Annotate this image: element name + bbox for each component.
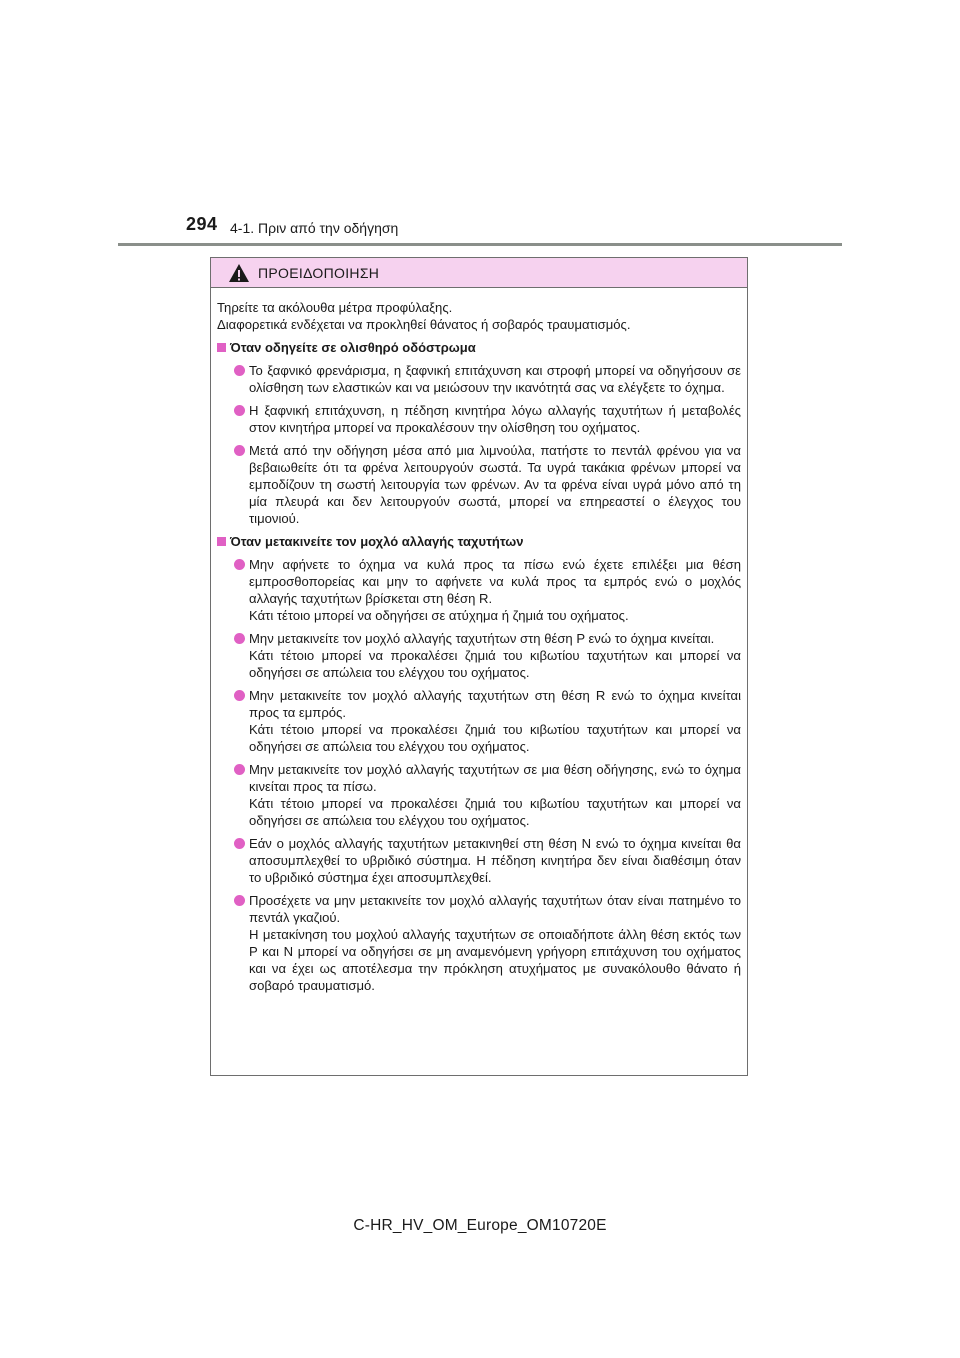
intro-line: Τηρείτε τα ακόλουθα μέτρα προφύλαξης. — [217, 300, 453, 315]
warning-bullet-item — [217, 892, 741, 994]
round-bullet-icon — [234, 838, 245, 849]
warning-bullet-item — [217, 761, 741, 829]
warning-paragraph: Μην μετακινείτε τον μοχλό αλλαγής ταχυτήτων στη θέση P ενώ το όχημα κινείται. — [249, 631, 715, 646]
warning-box — [210, 257, 748, 1076]
warning-bullet-item — [217, 835, 741, 886]
warning-bullet-item — [217, 630, 741, 681]
warning-subheading-text: Όταν οδηγείτε σε ολισθηρό οδόστρωμα — [230, 340, 476, 355]
warning-header — [211, 258, 747, 288]
round-bullet-icon — [234, 405, 245, 416]
round-bullet-icon — [234, 559, 245, 570]
header-rule — [118, 243, 842, 246]
round-bullet-icon — [234, 633, 245, 644]
square-bullet-icon — [217, 343, 226, 352]
page-number: 294 — [186, 214, 218, 234]
round-bullet-icon — [234, 895, 245, 906]
warning-bullet-item — [217, 442, 741, 527]
warning-paragraph: Η μετακίνηση του μοχλού αλλαγής ταχυτήτων σε οποιαδήποτε άλλη θέση εκτός των P και N μπορεί να οδηγήσει σε μη αναμενόμενη γρήγορη επιτάχυνση του οχήματος και να έχει ως αποτέλεσμα την πρόκληση ατυχήματος με συνακόλουθο θάνατο ή σοβαρό τραυματισμό. — [249, 927, 741, 993]
round-bullet-icon — [234, 445, 245, 456]
warning-paragraph: Κάτι τέτοιο μπορεί να προκαλέσει ζημιά του κιβωτίου ταχυτήτων και μπορεί να οδηγήσει σε απώλεια του ελέγχου του οχήματος. — [249, 796, 741, 828]
round-bullet-icon — [234, 690, 245, 701]
warning-paragraph: Το ξαφνικό φρενάρισμα, η ξαφνική επιτάχυνση και στροφή μπορεί να οδηγήσουν σε ολίσθηση των ελαστικών και να μειώσουν την ικανότητά σας να ελέγξετε το όχημα. — [249, 363, 741, 395]
warning-bullet-item — [217, 556, 741, 624]
warning-bullet-item — [217, 402, 741, 436]
round-bullet-icon — [234, 764, 245, 775]
warning-subheading-text: Όταν μετακινείτε τον μοχλό αλλαγής ταχυτήτων — [230, 534, 524, 549]
document-code: C-HR_HV_OM_Europe_OM10720E — [353, 1217, 607, 1234]
intro-line: Διαφορετικά ενδέχεται να προκληθεί θάνατος ή σοβαρός τραυματισμός. — [217, 317, 631, 332]
warning-paragraph: Εάν ο μοχλός αλλαγής ταχυτήτων μετακινηθεί στη θέση N ενώ το όχημα κινείται θα αποσυμπλεχθεί το υβριδικό σύστημα. Η πέδηση κινητήρα δεν είναι διαθέσιμη όταν το υβριδικό σύστημα έχει αποσυμπλεχθεί. — [249, 836, 741, 885]
section-title: 4-1. Πριν από την οδήγηση — [230, 220, 399, 236]
warning-paragraph: Μην αφήνετε το όχημα να κυλά προς τα πίσω ενώ έχετε επιλέξει μια θέση εμπροσθοπορείας και μην το αφήνετε να κυλά προς τα εμπρός ενώ ο μοχλός αλλαγής ταχυτήτων βρίσκεται στη θέση R. — [249, 557, 741, 606]
warning-bullet-item — [217, 687, 741, 755]
warning-paragraph: Μετά από την οδήγηση μέσα από μια λιμνούλα, πατήστε το πεντάλ φρένου για να βεβαιωθείτε ότι τα φρένα λειτουργούν σωστά. Τα υγρά τακάκια φρένων μπορεί να εμποδίζουν τη σωστή λειτουργία των φρένων. Αν τα φρένα είναι υγρά μόνο από τη μία πλευρά και δεν λειτουργούν σωστά, μπορεί να επηρεαστεί ο έλεγχος του τιμονιού. — [249, 443, 741, 526]
warning-triangle-icon — [228, 263, 250, 283]
warning-paragraph: Κάτι τέτοιο μπορεί να προκαλέσει ζημιά του κιβωτίου ταχυτήτων και μπορεί να οδηγήσει σε απώλεια του ελέγχου του οχήματος. — [249, 722, 741, 754]
warning-paragraph: Μην μετακινείτε τον μοχλό αλλαγής ταχυτήτων σε μια θέση οδήγησης, ενώ το όχημα κινείται προς τα πίσω. — [249, 762, 741, 794]
warning-title: ΠΡΟΕΙΔΟΠΟΙΗΣΗ — [258, 264, 380, 281]
warning-subheading — [217, 339, 741, 356]
warning-subheading — [217, 533, 741, 550]
round-bullet-icon — [234, 365, 245, 376]
warning-sections — [217, 339, 741, 994]
warning-paragraph: Κάτι τέτοιο μπορεί να προκαλέσει ζημιά του κιβωτίου ταχυτήτων και μπορεί να οδηγήσει σε απώλεια του ελέγχου του οχήματος. — [249, 648, 741, 680]
warning-body — [211, 288, 747, 994]
warning-paragraph: Προσέχετε να μην μετακινείτε τον μοχλό αλλαγής ταχυτήτων όταν είναι πατημένο το πεντάλ γκαζιού. — [249, 893, 741, 925]
warning-bullet-item — [217, 362, 741, 396]
warning-paragraph: Μην μετακινείτε τον μοχλό αλλαγής ταχυτήτων στη θέση R ενώ το όχημα κινείται προς τα εμπρός. — [249, 688, 741, 720]
square-bullet-icon — [217, 537, 226, 546]
warning-paragraph: Κάτι τέτοιο μπορεί να οδηγήσει σε ατύχημα ή ζημιά του οχήματος. — [249, 608, 629, 623]
warning-paragraph: Η ξαφνική επιτάχυνση, η πέδηση κινητήρα λόγω αλλαγής ταχυτήτων ή μεταβολές στον κινητήρα μπορεί να προκαλέσουν την ολίσθηση του οχήματος. — [249, 403, 741, 435]
